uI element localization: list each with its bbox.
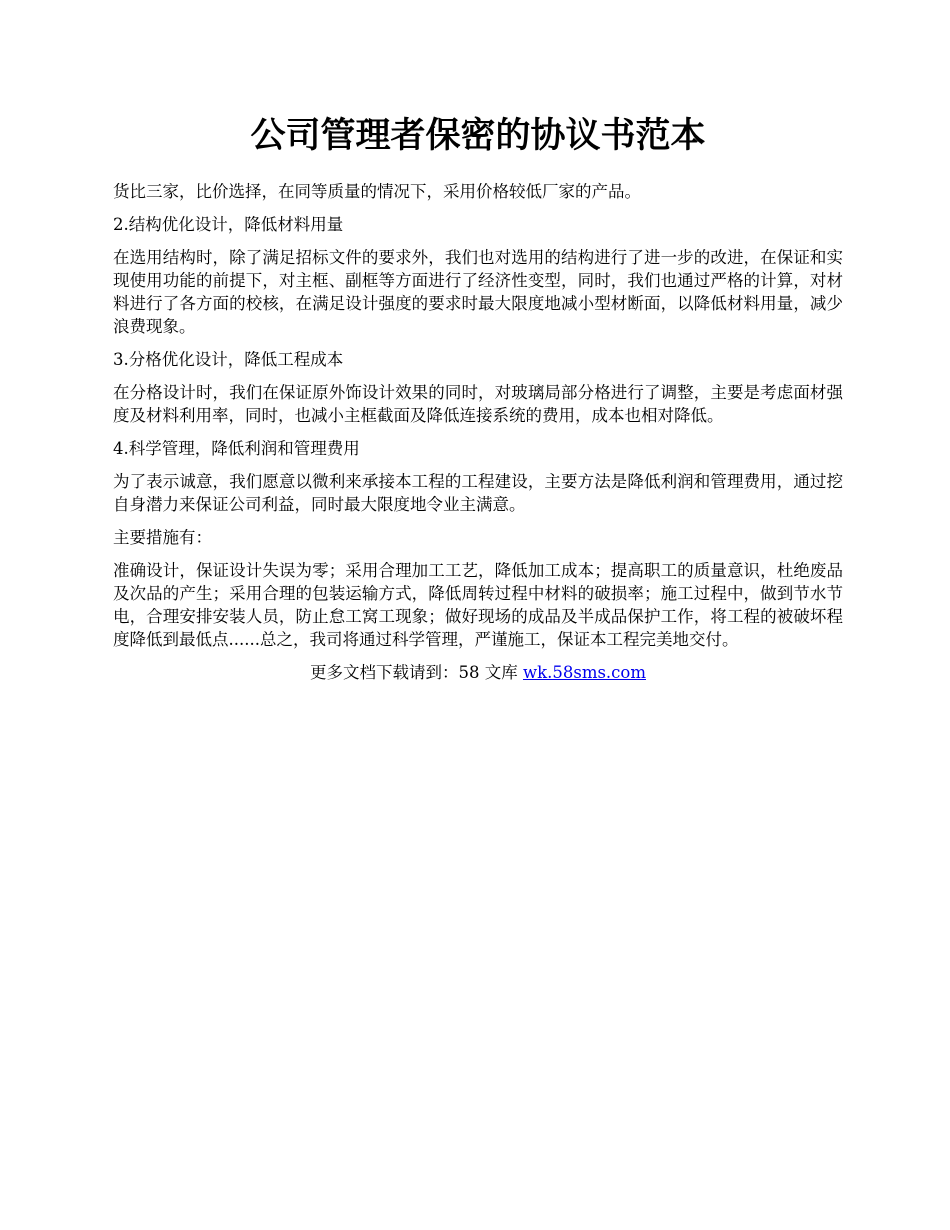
section-heading-grid: 3.分格优化设计，降低工程成本 xyxy=(113,350,344,369)
paragraph-structure: 在选用结构时，除了满足招标文件的要求外，我们也对选用的结构进行了进一步的改进，在保证和实现使用功能的前提下，对主框、副框等方面进行了经济性变型，同时，我们也通过严格的计算，对材料进行了各方面的校核，在满足设计强度的要求时最大限度地减小型材断面，以降低材料用量，减少浪费现象。 xyxy=(113,248,843,336)
document-page xyxy=(113,112,843,684)
paragraph-grid: 在分格设计时，我们在保证原外饰设计效果的同时，对玻璃局部分格进行了调整，主要是考虑面材强度及材料利用率，同时，也减小主框截面及降低连接系统的费用，成本也相对降低。 xyxy=(113,383,843,425)
section-heading-structure: 2.结构优化设计，降低材料用量 xyxy=(113,215,344,234)
footer-link[interactable]: wk.58sms.com xyxy=(522,663,646,682)
paragraph-intro: 货比三家，比价选择，在同等质量的情况下，采用价格较低厂家的产品。 xyxy=(113,182,641,201)
document-title: 公司管理者保密的协议书范本 xyxy=(250,115,706,156)
measures-heading: 主要措施有： xyxy=(113,528,212,547)
footer-text: 更多文档下载请到：58 文库 xyxy=(309,663,523,682)
download-footer xyxy=(113,661,843,684)
paragraph-measures: 准确设计，保证设计失误为零；采用合理加工工艺，降低加工成本；提高职工的质量意识，杜绝废品及次品的产生；采用合理的包装运输方式，降低周转过程中材料的破损率；施工过程中，做到节水节电，合理安排安装人员，防止怠工窝工现象；做好现场的成品及半成品保护工作，将工程的被破坏程度降低到最低点......总之，我司将通过科学管理，严谨施工，保证本工程完美地交付。 xyxy=(113,561,843,649)
paragraph-management: 为了表示诚意，我们愿意以微利来承接本工程的工程建设，主要方法是降低利润和管理费用，通过挖自身潜力来保证公司利益，同时最大限度地令业主满意。 xyxy=(113,472,843,514)
section-heading-management: 4.科学管理，降低利润和管理费用 xyxy=(113,439,360,458)
